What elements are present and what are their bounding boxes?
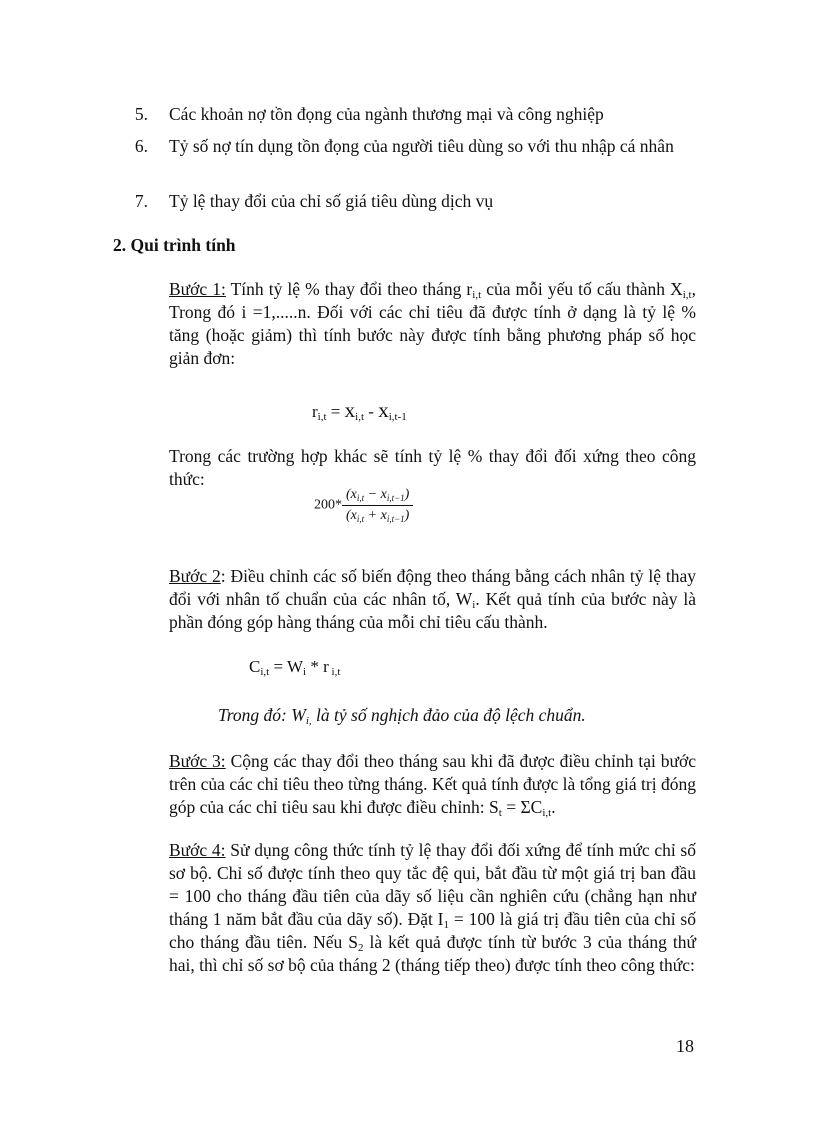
list-number: 7. bbox=[134, 191, 148, 211]
list-number: 5. bbox=[134, 104, 148, 124]
section-heading: 2. Qui trình tính bbox=[113, 235, 236, 255]
step-2-paragraph: Bước 2: Điều chỉnh các số biến động theo tháng bằng cách nhân tỷ lệ thay đổi với nhân tố chuẩn của các nhân tố, $W_i$. Kết quả tính của bước này là phần đóng góp hàng tháng của mỗi chỉ tiêu cấu thành. bbox=[169, 566, 697, 632]
list-text: Các khoản nợ tồn đọng của ngành thương mại và công nghiệp bbox=[169, 104, 604, 124]
step-4-label: Bước 4: bbox=[169, 840, 226, 860]
formula-symmetric-change: 200* $\frac{(x_{i,t} - x_{i,t-1})}{(x_{i,t} + x_{i,t-1})}$ bbox=[314, 487, 413, 524]
weight-note: Trong đó: $W_{i,}$ là tỷ số nghịch đảo của độ lệch chuẩn. bbox=[218, 705, 586, 727]
step-1-paragraph: Bước 1: Tính tỷ lệ % thay đổi theo tháng $r_{i,t}$ của mỗi yếu tố cấu thành $X_{i,t}$, Trong đó i =1,.....n. Đối với các chỉ tiêu đã được tính ở dạng là tỷ lệ % tăng (hoặc giảm) thì tính bước này được tính bằng phương pháp số học giản đơn: bbox=[169, 279, 696, 368]
step-3-paragraph: Bước 3: Cộng các thay đổi theo tháng sau khi đã được điều chỉnh tại bước trên của các chỉ tiêu theo từng tháng. Kết quả tính được là tổng giá trị đóng góp của các chỉ tiêu sau khi được điều chỉnh: $S_t = \Sigma C_{i,t}$. bbox=[169, 751, 696, 819]
symmetric-intro: Trong các trường hợp khác sẽ tính tỷ lệ % thay đổi đối xứng theo công thức: bbox=[169, 446, 696, 489]
step-2-label: Bước 2 bbox=[169, 566, 221, 586]
list-text: Tỷ số nợ tín dụng tồn đọng của người tiêu dùng so với thu nhập cá nhân bbox=[169, 136, 674, 156]
formula-simple-difference: $r_{i,t} = x_{i,t} - x_{i,t-1}$ bbox=[312, 398, 407, 423]
step-1-label: Bước 1: bbox=[169, 279, 226, 299]
formula-adjusted-contribution: $C_{i,t} = W_i * r$ $_{i,t}$ bbox=[249, 657, 341, 678]
fraction: $\frac{(x_{i,t} - x_{i,t-1})}{(x_{i,t} + x_{i,t-1})}$ bbox=[342, 487, 413, 524]
step-3-label: Bước 3: bbox=[169, 751, 226, 771]
page-number: 18 bbox=[676, 1036, 694, 1056]
list-text: Tỷ lệ thay đổi của chỉ số giá tiêu dùng dịch vụ bbox=[169, 191, 494, 211]
step-4-paragraph: Bước 4: Sử dụng công thức tính tỷ lệ thay đổi đối xứng để tính mức chỉ số sơ bộ. Chỉ số được tính theo quy tắc đệ qui, bắt đầu từ một giá trị ban đầu = 100 cho tháng đầu tiên của dãy số liệu cần nghiên cứu (chẳng hạn như tháng 1 năm bắt đầu của dãy số). Đặt $I_1 = 100$ là giá trị đầu tiên của chỉ số cho tháng đầu tiên. Nếu $S_2$ là kết quả được tính từ bước 3 của tháng thứ hai, thì chỉ số sơ bộ của tháng 2 (tháng tiếp theo) được tính theo công thức: bbox=[169, 840, 696, 975]
list-number: 6. bbox=[134, 136, 148, 156]
